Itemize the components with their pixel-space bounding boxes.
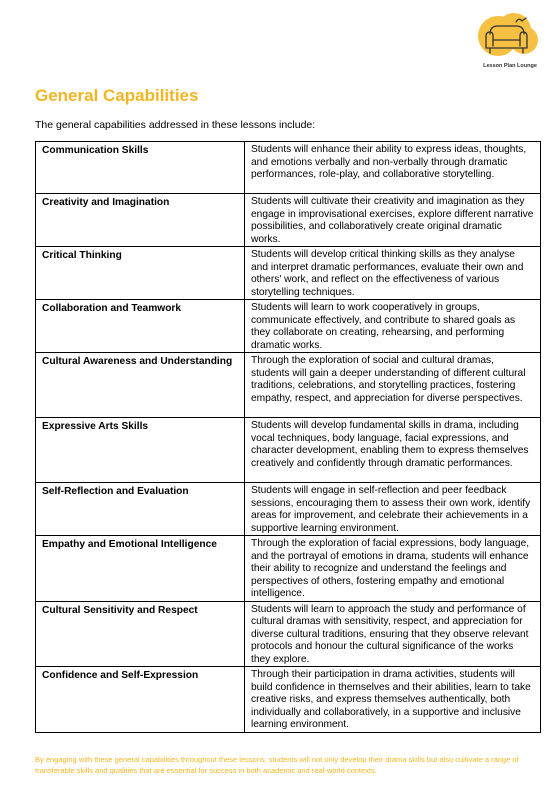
table-row bbox=[36, 194, 541, 247]
capability-name: Self-Reflection and Evaluation bbox=[36, 483, 245, 536]
logo-text: Lesson Plan Lounge bbox=[483, 63, 537, 69]
table-row bbox=[36, 601, 541, 667]
page-title: General Capabilities bbox=[35, 86, 199, 105]
table-row bbox=[36, 353, 541, 418]
table-row bbox=[36, 300, 541, 353]
capability-description: Students will cultivate their creativity and imagination as they engage in improvisational exercises, explore different narrative possibilities, and collaboratively create original dramatic works. bbox=[245, 194, 541, 247]
capability-description: Students will develop critical thinking skills as they analyse and interpret dramatic performances, evaluate their own and others' work, and reflect on the effectiveness of various storytelling techniques. bbox=[245, 247, 541, 300]
table-row bbox=[36, 247, 541, 300]
intro-text: The general capabilities addressed in these lessons include: bbox=[35, 119, 316, 131]
footer-note: By engaging with these general capabilities throughout these lessons, students will not only develop their drama skills but also cultivate a range of transferable skills and qualities that are essential for success in both academic and real-world contexts. bbox=[35, 755, 519, 775]
table-row bbox=[36, 142, 541, 194]
capability-description: Through their participation in drama activities, students will build confidence in themselves and their abilities, learn to take creative risks, and express themselves authentically, both individually and collaboratively, in a supportive and inclusive learning environment. bbox=[245, 667, 541, 733]
table-row bbox=[36, 667, 541, 733]
capability-name: Cultural Sensitivity and Respect bbox=[36, 601, 245, 667]
capability-description: Students will enhance their ability to express ideas, thoughts, and emotions verbally and non-verbally through dramatic performances, role-play, and collaborative storytelling. bbox=[245, 142, 541, 194]
table-row bbox=[36, 483, 541, 536]
capabilities-table bbox=[35, 141, 541, 733]
capability-description: Through the exploration of facial expressions, body language, and the portrayal of emotions in drama, students will enhance their ability to recognize and understand the feelings and perspectives of others, fostering empathy and emotional intelligence. bbox=[245, 536, 541, 602]
capability-description: Students will engage in self-reflection and peer feedback sessions, encouraging them to assess their own work, identify areas for improvement, and celebrate their achievements in a supportive learning environment. bbox=[245, 483, 541, 536]
capability-name: Collaboration and Teamwork bbox=[36, 300, 245, 353]
capability-description: Students will learn to work cooperatively in groups, communicate effectively, and contribute to shared goals as they collaborate on creating, rehearsing, and performing dramatic works. bbox=[245, 300, 541, 353]
capability-name: Cultural Awareness and Understanding bbox=[36, 353, 245, 418]
table-row bbox=[36, 418, 541, 483]
capability-name: Expressive Arts Skills bbox=[36, 418, 245, 483]
capability-name: Confidence and Self-Expression bbox=[36, 667, 245, 733]
capability-description: Students will learn to approach the study and performance of cultural dramas with sensitivity, respect, and appreciation for diverse cultural traditions, ensuring that they observe relevant protocols and honour the cultural significance of the works they explore. bbox=[245, 601, 541, 667]
brand-logo bbox=[476, 10, 544, 72]
capability-name: Critical Thinking bbox=[36, 247, 245, 300]
capability-description: Through the exploration of social and cultural dramas, students will gain a deeper understanding of different cultural traditions, celebrations, and storytelling practices, fostering empathy, respect, and appreciation for diverse perspectives. bbox=[245, 353, 541, 418]
capability-description: Students will develop fundamental skills in drama, including vocal techniques, body language, facial expressions, and character development, enabling them to express themselves creatively and confidently through dramatic performances. bbox=[245, 418, 541, 483]
capability-name: Creativity and Imagination bbox=[36, 194, 245, 247]
capability-name: Communication Skills bbox=[36, 142, 245, 194]
capability-name: Empathy and Emotional Intelligence bbox=[36, 536, 245, 602]
table-row bbox=[36, 536, 541, 602]
sofa-icon bbox=[476, 10, 544, 62]
